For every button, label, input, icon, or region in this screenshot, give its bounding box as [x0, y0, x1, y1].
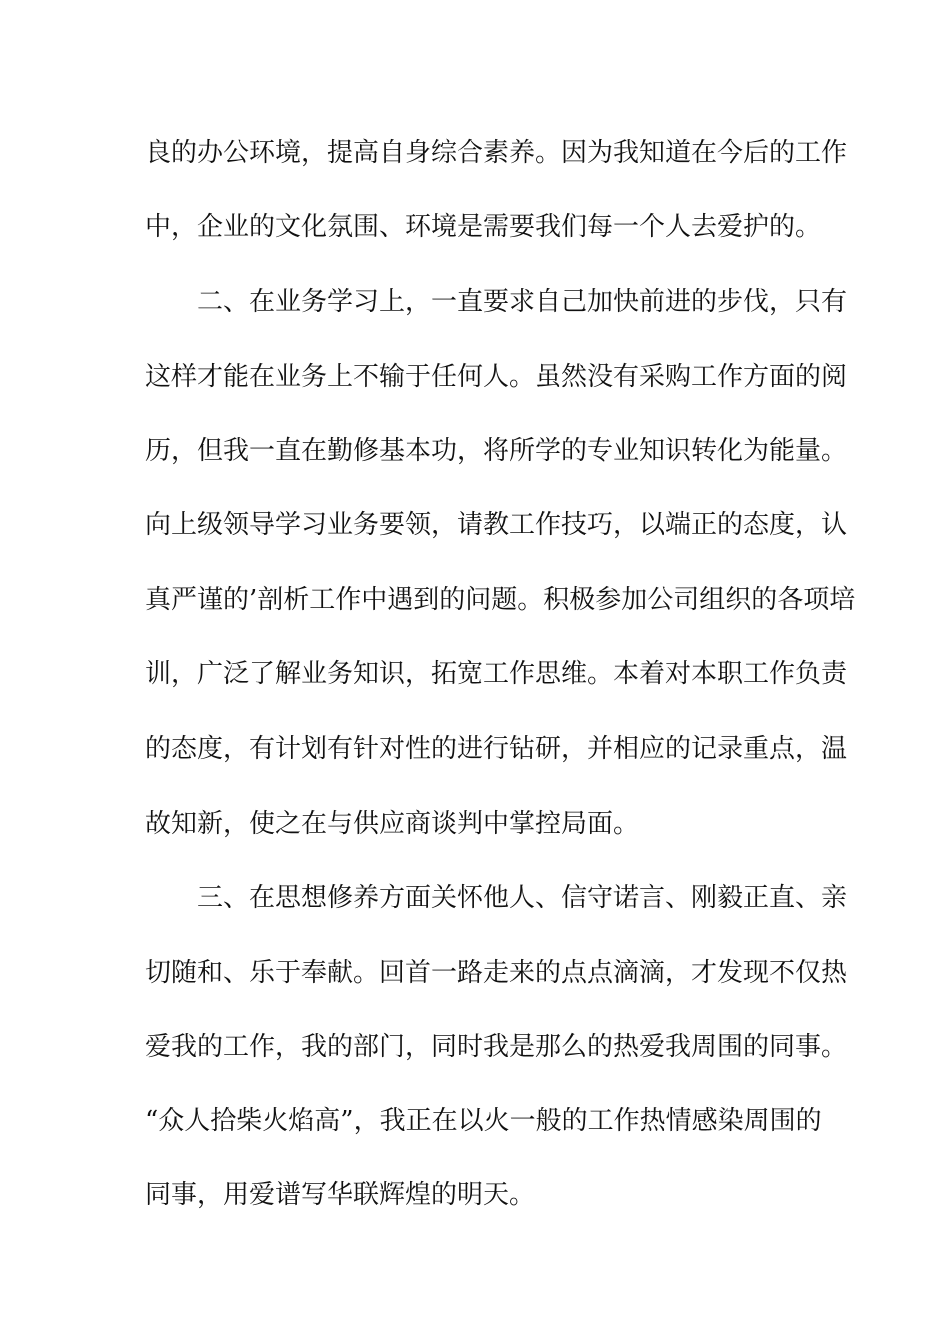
- text-line: 良的办公环境，提高自身综合素养。因为我知道在今后的工作: [145, 138, 848, 168]
- text-line: 真严谨的’剖析工作中遇到的问题。积极参加公司组织的各项培: [145, 585, 856, 615]
- text-line: 这样才能在业务上不输于任何人。虽然没有采购工作方面的阅: [145, 362, 848, 392]
- text-line: “众人拾柴火焰高”，我正在以火一般的工作热情感染周围的: [145, 1106, 822, 1136]
- text-line: 同事，用爱谱写华联辉煌的明天。: [145, 1180, 536, 1210]
- text-line: 中，企业的文化氛围、环境是需要我们每一个人去爱护的。: [145, 212, 822, 242]
- text-line: 爱我的工作，我的部门，同时我是那么的热爱我周围的同事。: [145, 1032, 848, 1062]
- text-line: 向上级领导学习业务要领，请教工作技巧，以端正的态度，认: [145, 510, 848, 540]
- text-line: 切随和、乐于奉献。回首一路走来的点点滴滴，才发现不仅热: [145, 958, 848, 988]
- paragraph-2-first-line: 二、在业务学习上，一直要求自己加快前进的步伐，只有: [145, 287, 848, 317]
- paragraph-3-first-line: 三、在思想修养方面关怀他人、信守诺言、刚毅正直、亲: [145, 883, 848, 913]
- text-line: 故知新，使之在与供应商谈判中掌控局面。: [145, 809, 640, 839]
- text-line: 训，广泛了解业务知识，拓宽工作思维。本着对本职工作负责: [145, 659, 848, 689]
- text-line: 的态度，有计划有针对性的进行钻研，并相应的记录重点，温: [145, 734, 848, 764]
- text-line: 历，但我一直在勤修基本功，将所学的专业知识转化为能量。: [145, 436, 848, 466]
